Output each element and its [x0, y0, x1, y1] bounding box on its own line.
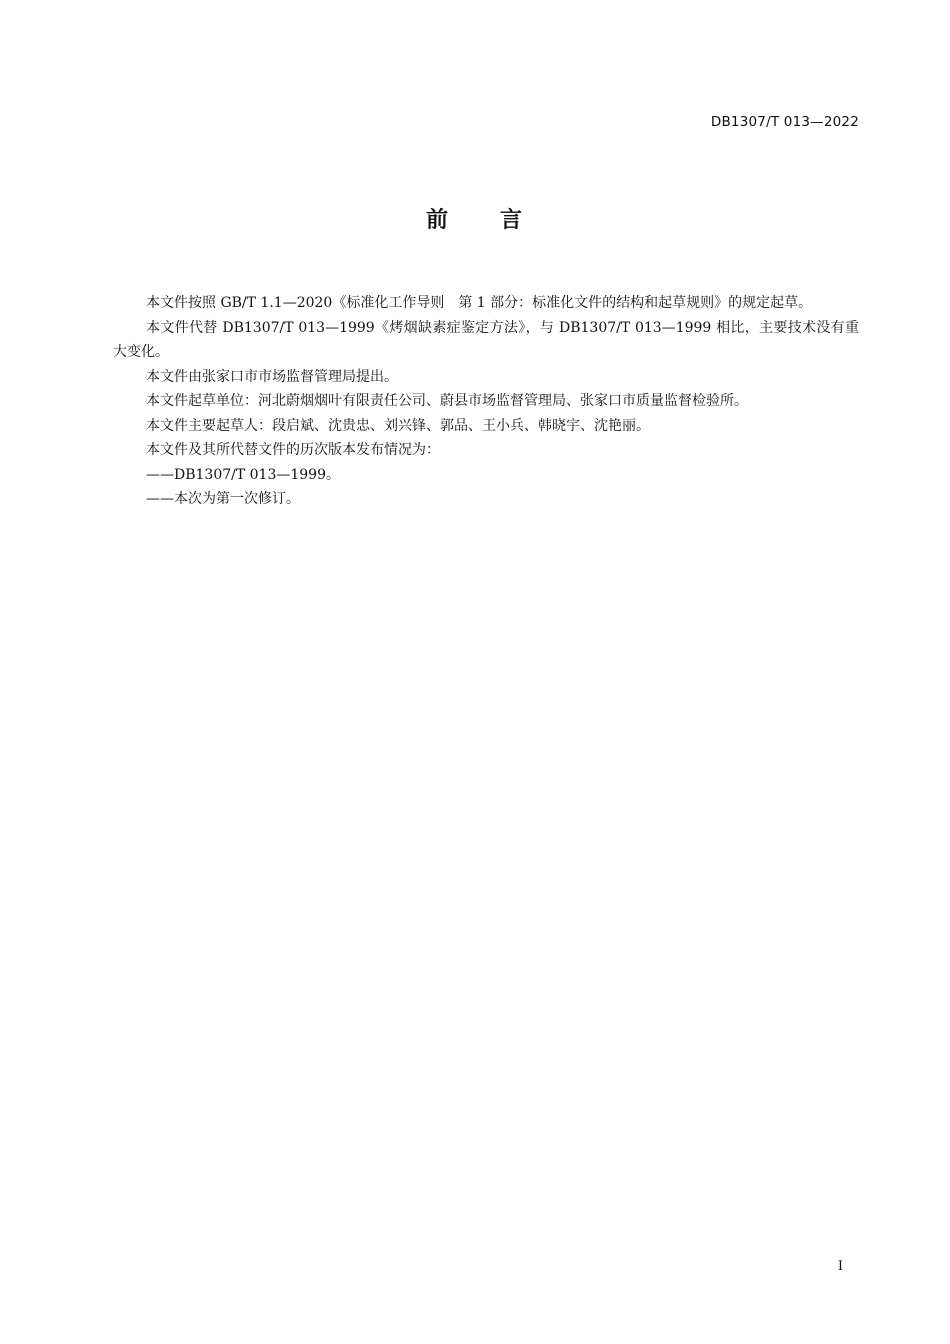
paragraph-replaces: 本文件代替 DB1307/T 013—1999《烤烟缺素症鉴定方法》，与 DB1307/T 013—1999 相比，主要技术没有重大变化。 [113, 319, 859, 360]
page-title [0, 203, 950, 234]
title-char-2: 言 [500, 208, 525, 233]
paragraph-version-history: 本文件及其所代替文件的历次版本发布情况为： [146, 442, 440, 458]
paragraph-drafting-units: 本文件起草单位：河北蔚烟烟叶有限责任公司、蔚县市场监督管理局、张家口市质量监督检验所。 [146, 393, 748, 409]
list-item-current-revision: ——本次为第一次修订。 [146, 491, 300, 507]
paragraph-proposed-by: 本文件由张家口市市场监督管理局提出。 [146, 368, 398, 385]
paragraph-drafters: 本文件主要起草人：段启斌、沈贵忠、刘兴锋、郭品、王小兵、韩晓宇、沈艳丽。 [146, 417, 650, 434]
list-item-previous-version: ——DB1307/T 013—1999。 [146, 466, 340, 483]
title-char-1: 前 [425, 208, 450, 233]
paragraph-drafting-rules: 本文件按照 GB/T 1.1—2020《标准化工作导则 第 1 部分：标准化文件的结构和起草规则》的规定起草。 [146, 295, 813, 311]
document-code: DB1307/T 013—2022 [710, 114, 859, 130]
foreword-body [113, 291, 859, 512]
page-number: I [837, 1259, 843, 1274]
